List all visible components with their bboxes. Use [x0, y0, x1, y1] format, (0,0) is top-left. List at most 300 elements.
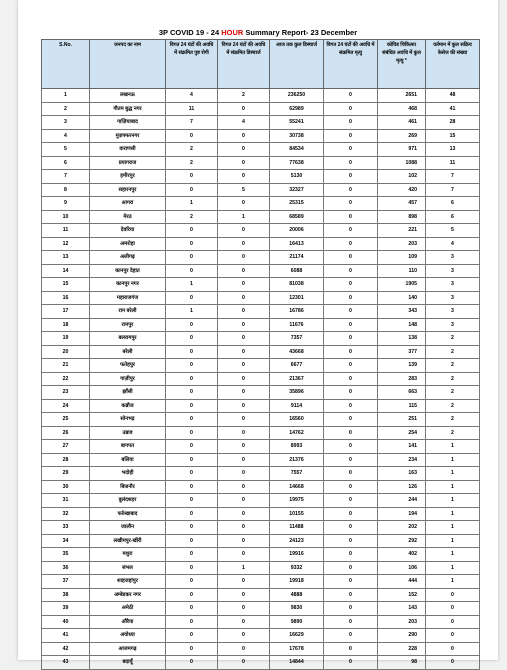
active-cases-cell: 1 [426, 534, 480, 548]
total-discharged-cell: 8993 [270, 440, 324, 454]
total-deaths-cell: 140 [378, 291, 426, 305]
district-cell: बलिया [90, 453, 166, 467]
active-cases-cell: 1 [426, 467, 480, 481]
table-row [42, 291, 480, 305]
total-deaths-cell: 269 [378, 129, 426, 143]
active-cases-cell: 2 [426, 399, 480, 413]
discharged-24h-cell: 0 [218, 386, 270, 400]
deaths-24h-cell: 0 [324, 534, 378, 548]
active-cases-cell: 7 [426, 170, 480, 184]
sno-cell: 6 [42, 156, 90, 170]
discharged-24h-cell: 0 [218, 656, 270, 670]
total-deaths-cell: 343 [378, 305, 426, 319]
table-row [42, 602, 480, 616]
sno-cell: 42 [42, 642, 90, 656]
new-positive-cell: 0 [166, 548, 218, 562]
table-row [42, 629, 480, 643]
district-cell: अमरोहा [90, 237, 166, 251]
sno-cell: 14 [42, 264, 90, 278]
total-deaths-cell: 290 [378, 629, 426, 643]
new-positive-cell: 0 [166, 534, 218, 548]
total-deaths-cell: 468 [378, 102, 426, 116]
active-cases-cell: 1 [426, 507, 480, 521]
total-deaths-cell: 138 [378, 332, 426, 346]
district-cell: भदोही [90, 467, 166, 481]
table-row [42, 210, 480, 224]
total-deaths-cell: 194 [378, 507, 426, 521]
discharged-24h-cell: 0 [218, 453, 270, 467]
deaths-24h-cell: 0 [324, 359, 378, 373]
sno-cell: 31 [42, 494, 90, 508]
new-positive-cell: 0 [166, 332, 218, 346]
district-cell: बरेली [90, 345, 166, 359]
new-positive-cell: 2 [166, 156, 218, 170]
sno-cell: 17 [42, 305, 90, 319]
deaths-24h-cell: 0 [324, 426, 378, 440]
discharged-24h-cell: 0 [218, 143, 270, 157]
active-cases-cell: 1 [426, 548, 480, 562]
deaths-24h-cell: 0 [324, 237, 378, 251]
district-cell: मुज़फ्फरनगर [90, 129, 166, 143]
discharged-24h-cell: 0 [218, 440, 270, 454]
table-row [42, 413, 480, 427]
active-cases-cell: 0 [426, 656, 480, 670]
deaths-24h-cell: 0 [324, 102, 378, 116]
table-row [42, 318, 480, 332]
active-cases-cell: 0 [426, 642, 480, 656]
active-cases-cell: 2 [426, 413, 480, 427]
deaths-24h-cell: 0 [324, 278, 378, 292]
active-cases-cell: 0 [426, 588, 480, 602]
discharged-24h-cell: 0 [218, 467, 270, 481]
table-row [42, 305, 480, 319]
new-positive-cell: 0 [166, 359, 218, 373]
sno-cell: 2 [42, 102, 90, 116]
active-cases-cell: 2 [426, 345, 480, 359]
table-row [42, 345, 480, 359]
header-total-discharged: आज तक कुल डिस्चार्ज [270, 40, 324, 89]
table-row [42, 440, 480, 454]
table-row [42, 264, 480, 278]
sno-cell: 4 [42, 129, 90, 143]
sno-cell: 7 [42, 170, 90, 184]
new-positive-cell: 0 [166, 575, 218, 589]
new-positive-cell: 1 [166, 197, 218, 211]
sno-cell: 21 [42, 359, 90, 373]
active-cases-cell: 2 [426, 359, 480, 373]
active-cases-cell: 3 [426, 251, 480, 265]
deaths-24h-cell: 0 [324, 251, 378, 265]
discharged-24h-cell: 0 [218, 237, 270, 251]
total-discharged-cell: 32327 [270, 183, 324, 197]
deaths-24h-cell: 0 [324, 642, 378, 656]
total-discharged-cell: 43668 [270, 345, 324, 359]
deaths-24h-cell: 0 [324, 332, 378, 346]
report-title [18, 28, 498, 37]
deaths-24h-cell: 0 [324, 224, 378, 238]
sno-cell: 38 [42, 588, 90, 602]
table-row [42, 615, 480, 629]
district-cell: गाज़ीपुर [90, 372, 166, 386]
discharged-24h-cell: 0 [218, 197, 270, 211]
new-positive-cell: 1 [166, 278, 218, 292]
new-positive-cell: 0 [166, 480, 218, 494]
new-positive-cell: 0 [166, 440, 218, 454]
active-cases-cell: 1 [426, 440, 480, 454]
table-row [42, 183, 480, 197]
total-deaths-cell: 402 [378, 548, 426, 562]
total-discharged-cell: 35896 [270, 386, 324, 400]
deaths-24h-cell: 0 [324, 494, 378, 508]
total-discharged-cell: 16786 [270, 305, 324, 319]
sno-cell: 33 [42, 521, 90, 535]
sno-cell: 9 [42, 197, 90, 211]
district-cell: अम्बेडकर नगर [90, 588, 166, 602]
discharged-24h-cell: 0 [218, 318, 270, 332]
sno-cell: 11 [42, 224, 90, 238]
active-cases-cell: 7 [426, 183, 480, 197]
new-positive-cell: 0 [166, 494, 218, 508]
total-deaths-cell: 283 [378, 372, 426, 386]
total-discharged-cell: 17678 [270, 642, 324, 656]
total-deaths-cell: 2651 [378, 89, 426, 103]
active-cases-cell: 1 [426, 453, 480, 467]
total-discharged-cell: 11676 [270, 318, 324, 332]
total-deaths-cell: 98 [378, 656, 426, 670]
sno-cell: 3 [42, 116, 90, 130]
table-row [42, 642, 480, 656]
sno-cell: 32 [42, 507, 90, 521]
deaths-24h-cell: 0 [324, 386, 378, 400]
table-row [42, 170, 480, 184]
deaths-24h-cell: 0 [324, 548, 378, 562]
document-page [18, 0, 498, 666]
new-positive-cell: 0 [166, 129, 218, 143]
new-positive-cell: 0 [166, 521, 218, 535]
active-cases-cell: 2 [426, 426, 480, 440]
active-cases-cell: 0 [426, 629, 480, 643]
district-cell: राम बरेली [90, 305, 166, 319]
new-positive-cell: 0 [166, 642, 218, 656]
new-positive-cell: 0 [166, 251, 218, 265]
table-row [42, 588, 480, 602]
total-discharged-cell: 19916 [270, 548, 324, 562]
header-discharged-24h: विगत 24 घंटों की अवधि में संक्रमित डिस्चार्ज [218, 40, 270, 89]
active-cases-cell: 2 [426, 386, 480, 400]
district-cell: औरैया [90, 615, 166, 629]
discharged-24h-cell: 0 [218, 642, 270, 656]
total-deaths-cell: 292 [378, 534, 426, 548]
sno-cell: 23 [42, 386, 90, 400]
table-row [42, 156, 480, 170]
total-deaths-cell: 221 [378, 224, 426, 238]
total-deaths-cell: 663 [378, 386, 426, 400]
new-positive-cell: 1 [166, 305, 218, 319]
district-cell: बागपत [90, 440, 166, 454]
total-discharged-cell: 21367 [270, 372, 324, 386]
sno-cell: 36 [42, 561, 90, 575]
table-row [42, 507, 480, 521]
total-deaths-cell: 203 [378, 237, 426, 251]
discharged-24h-cell: 0 [218, 305, 270, 319]
header-active-cases: वर्तमान में कुल सक्रिय केसेज की संख्या [426, 40, 480, 89]
active-cases-cell: 6 [426, 210, 480, 224]
active-cases-cell: 11 [426, 156, 480, 170]
table-row [42, 494, 480, 508]
active-cases-cell: 1 [426, 561, 480, 575]
discharged-24h-cell: 0 [218, 615, 270, 629]
total-discharged-cell: 68589 [270, 210, 324, 224]
new-positive-cell: 0 [166, 413, 218, 427]
discharged-24h-cell: 4 [218, 116, 270, 130]
table-row [42, 143, 480, 157]
total-deaths-cell: 244 [378, 494, 426, 508]
deaths-24h-cell: 0 [324, 575, 378, 589]
table-row [42, 116, 480, 130]
total-deaths-cell: 377 [378, 345, 426, 359]
deaths-24h-cell: 0 [324, 372, 378, 386]
active-cases-cell: 3 [426, 305, 480, 319]
table-row [42, 372, 480, 386]
total-discharged-cell: 16629 [270, 629, 324, 643]
total-discharged-cell: 9890 [270, 615, 324, 629]
deaths-24h-cell: 0 [324, 615, 378, 629]
table-row [42, 197, 480, 211]
sno-cell: 35 [42, 548, 90, 562]
deaths-24h-cell: 0 [324, 399, 378, 413]
new-positive-cell: 0 [166, 224, 218, 238]
discharged-24h-cell: 0 [218, 102, 270, 116]
total-discharged-cell: 9332 [270, 561, 324, 575]
discharged-24h-cell: 0 [218, 548, 270, 562]
total-deaths-cell: 234 [378, 453, 426, 467]
deaths-24h-cell: 0 [324, 156, 378, 170]
sno-cell: 13 [42, 251, 90, 265]
header-sno: S.No. [42, 40, 90, 89]
deaths-24h-cell: 0 [324, 507, 378, 521]
table-row [42, 359, 480, 373]
total-discharged-cell: 16413 [270, 237, 324, 251]
district-cell: हमीरपुर [90, 170, 166, 184]
summary-table [41, 39, 480, 670]
district-cell: सहारनपुर [90, 183, 166, 197]
total-discharged-cell: 14844 [270, 656, 324, 670]
discharged-24h-cell: 2 [218, 89, 270, 103]
total-deaths-cell: 106 [378, 561, 426, 575]
deaths-24h-cell: 0 [324, 413, 378, 427]
new-positive-cell: 0 [166, 386, 218, 400]
active-cases-cell: 13 [426, 143, 480, 157]
deaths-24h-cell: 0 [324, 116, 378, 130]
deaths-24h-cell: 0 [324, 318, 378, 332]
table-header-row [42, 40, 480, 89]
table-row [42, 480, 480, 494]
discharged-24h-cell: 0 [218, 291, 270, 305]
discharged-24h-cell: 0 [218, 629, 270, 643]
table-row [42, 332, 480, 346]
district-cell: उन्नाव [90, 426, 166, 440]
district-cell: बदायूँ [90, 656, 166, 670]
total-deaths-cell: 141 [378, 440, 426, 454]
district-cell: कानपुर देहात [90, 264, 166, 278]
discharged-24h-cell: 0 [218, 507, 270, 521]
table-row [42, 237, 480, 251]
district-cell: बलरामपुर [90, 332, 166, 346]
table-row [42, 453, 480, 467]
district-cell: कानपुर नगर [90, 278, 166, 292]
new-positive-cell: 11 [166, 102, 218, 116]
new-positive-cell: 0 [166, 291, 218, 305]
title-highlight: HOUR [221, 28, 244, 37]
district-cell: देवरिया [90, 224, 166, 238]
total-discharged-cell: 81038 [270, 278, 324, 292]
total-discharged-cell: 24123 [270, 534, 324, 548]
total-deaths-cell: 110 [378, 264, 426, 278]
district-cell: बुलंदशहर [90, 494, 166, 508]
total-discharged-cell: 236250 [270, 89, 324, 103]
table-row [42, 129, 480, 143]
table-row [42, 548, 480, 562]
total-deaths-cell: 1905 [378, 278, 426, 292]
district-cell: मथुरा [90, 548, 166, 562]
active-cases-cell: 2 [426, 372, 480, 386]
new-positive-cell: 0 [166, 615, 218, 629]
total-discharged-cell: 9114 [270, 399, 324, 413]
title-suffix: Summary Report- 23 December [243, 28, 358, 37]
new-positive-cell: 0 [166, 170, 218, 184]
total-deaths-cell: 202 [378, 521, 426, 535]
sno-cell: 15 [42, 278, 90, 292]
active-cases-cell: 1 [426, 480, 480, 494]
total-deaths-cell: 109 [378, 251, 426, 265]
table-row [42, 251, 480, 265]
sno-cell: 27 [42, 440, 90, 454]
discharged-24h-cell: 0 [218, 372, 270, 386]
active-cases-cell: 1 [426, 494, 480, 508]
active-cases-cell: 48 [426, 89, 480, 103]
discharged-24h-cell: 0 [218, 494, 270, 508]
discharged-24h-cell: 0 [218, 426, 270, 440]
discharged-24h-cell: 0 [218, 480, 270, 494]
new-positive-cell: 0 [166, 453, 218, 467]
active-cases-cell: 1 [426, 575, 480, 589]
total-discharged-cell: 25315 [270, 197, 324, 211]
discharged-24h-cell: 0 [218, 575, 270, 589]
district-cell: झाँसी [90, 386, 166, 400]
title-prefix: 3P COVID 19 - 24 [158, 28, 222, 37]
sno-cell: 43 [42, 656, 90, 670]
new-positive-cell: 0 [166, 507, 218, 521]
new-positive-cell: 4 [166, 89, 218, 103]
discharged-24h-cell: 0 [218, 251, 270, 265]
active-cases-cell: 0 [426, 602, 480, 616]
discharged-24h-cell: 0 [218, 224, 270, 238]
district-cell: फतेहपुर [90, 359, 166, 373]
discharged-24h-cell: 0 [218, 588, 270, 602]
total-deaths-cell: 102 [378, 170, 426, 184]
active-cases-cell: 3 [426, 318, 480, 332]
discharged-24h-cell: 0 [218, 399, 270, 413]
new-positive-cell: 2 [166, 143, 218, 157]
total-deaths-cell: 152 [378, 588, 426, 602]
table-row [42, 426, 480, 440]
district-cell: रामपुर [90, 318, 166, 332]
table-row [42, 386, 480, 400]
discharged-24h-cell: 0 [218, 264, 270, 278]
sno-cell: 34 [42, 534, 90, 548]
deaths-24h-cell: 0 [324, 467, 378, 481]
table-row [42, 534, 480, 548]
sno-cell: 39 [42, 602, 90, 616]
sno-cell: 5 [42, 143, 90, 157]
table-body [42, 89, 480, 670]
deaths-24h-cell: 0 [324, 210, 378, 224]
active-cases-cell: 28 [426, 116, 480, 130]
deaths-24h-cell: 0 [324, 656, 378, 670]
table-row [42, 561, 480, 575]
discharged-24h-cell: 0 [218, 278, 270, 292]
total-discharged-cell: 7357 [270, 332, 324, 346]
discharged-24h-cell: 5 [218, 183, 270, 197]
district-cell: बिजनौर [90, 480, 166, 494]
table-row [42, 521, 480, 535]
table-row [42, 467, 480, 481]
new-positive-cell: 7 [166, 116, 218, 130]
total-deaths-cell: 461 [378, 116, 426, 130]
active-cases-cell: 4 [426, 237, 480, 251]
district-cell: संभल [90, 561, 166, 575]
district-cell: मेरठ [90, 210, 166, 224]
sno-cell: 18 [42, 318, 90, 332]
sno-cell: 29 [42, 467, 90, 481]
active-cases-cell: 5 [426, 224, 480, 238]
sno-cell: 10 [42, 210, 90, 224]
active-cases-cell: 2 [426, 332, 480, 346]
total-deaths-cell: 971 [378, 143, 426, 157]
new-positive-cell: 0 [166, 426, 218, 440]
sno-cell: 19 [42, 332, 90, 346]
sno-cell: 41 [42, 629, 90, 643]
sno-cell: 28 [42, 453, 90, 467]
deaths-24h-cell: 0 [324, 264, 378, 278]
discharged-24h-cell: 0 [218, 602, 270, 616]
total-discharged-cell: 6677 [270, 359, 324, 373]
total-discharged-cell: 14668 [270, 480, 324, 494]
total-discharged-cell: 30738 [270, 129, 324, 143]
total-deaths-cell: 420 [378, 183, 426, 197]
total-deaths-cell: 143 [378, 602, 426, 616]
discharged-24h-cell: 1 [218, 561, 270, 575]
new-positive-cell: 0 [166, 372, 218, 386]
district-cell: गाज़ियाबाद [90, 116, 166, 130]
total-discharged-cell: 7557 [270, 467, 324, 481]
discharged-24h-cell: 0 [218, 534, 270, 548]
deaths-24h-cell: 0 [324, 345, 378, 359]
deaths-24h-cell: 0 [324, 480, 378, 494]
new-positive-cell: 0 [166, 561, 218, 575]
deaths-24h-cell: 0 [324, 291, 378, 305]
deaths-24h-cell: 0 [324, 129, 378, 143]
district-cell: वाराणसी [90, 143, 166, 157]
total-deaths-cell: 148 [378, 318, 426, 332]
district-cell: अलीगढ़ [90, 251, 166, 265]
total-deaths-cell: 1088 [378, 156, 426, 170]
table-row [42, 399, 480, 413]
district-cell: महाराजगंज [90, 291, 166, 305]
total-discharged-cell: 4888 [270, 588, 324, 602]
active-cases-cell: 3 [426, 264, 480, 278]
total-deaths-cell: 126 [378, 480, 426, 494]
